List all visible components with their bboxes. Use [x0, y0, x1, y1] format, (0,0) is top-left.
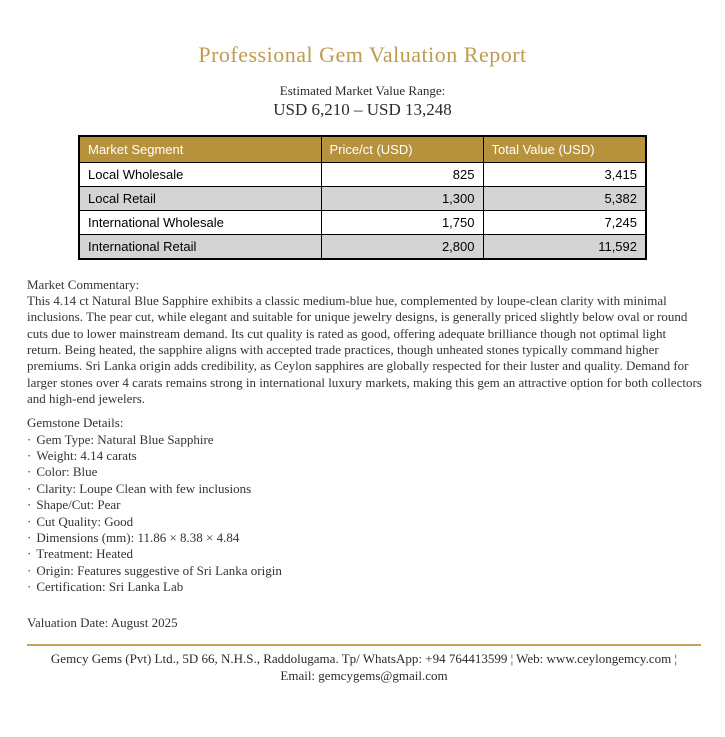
segment-cell: International Wholesale — [79, 210, 321, 234]
bullet-icon: · — [27, 497, 32, 513]
detail-item-cut-quality — [27, 514, 700, 530]
table-row — [79, 234, 646, 259]
bullet-icon: · — [27, 447, 32, 463]
column-header-price-per-ct: Price/ct (USD) — [321, 136, 483, 163]
total-cell: 3,415 — [483, 162, 646, 186]
detail-item-clarity — [27, 481, 700, 497]
gemstone-details-label: Gemstone Details: — [27, 415, 124, 431]
bullet-icon: · — [27, 579, 32, 595]
price-cell: 2,800 — [321, 234, 483, 259]
detail-item-treatment — [27, 546, 700, 562]
detail-item-text: Certification: Sri Lanka Lab — [36, 579, 184, 595]
table-row — [79, 210, 646, 234]
bullet-icon: · — [27, 464, 32, 480]
column-header-market-segment: Market Segment — [79, 136, 321, 163]
bullet-icon: · — [27, 513, 32, 529]
segment-cell: International Retail — [79, 234, 321, 259]
market-commentary-text: This 4.14 ct Natural Blue Sapphire exhibits a classic medium-blue hue, complemented by loupe-clean clarity with minimal inclusions. The pear cut, while elegant and suitable for unique jewelry designs, is generally priced slightly below oval or round cuts due to lower mainstream demand. Its cut quality is rated as good, offering adequate brilliance though not optimal light return. Being heated, the sapphire aligns with accepted trade practices, though unheated stones typically command higher premiums. Sri Lanka origin adds credibility, as Ceylon sapphires are globally respected for their luster and quality. Demand for larger stones over 4 carats remains strong in international luxury markets, making this gem an attractive option for both collectors and high-end jewelers. — [27, 293, 702, 406]
total-cell: 5,382 — [483, 186, 646, 210]
bullet-icon: · — [27, 562, 32, 578]
detail-item-text: Weight: 4.14 carats — [36, 447, 137, 463]
total-cell: 11,592 — [483, 234, 646, 259]
footer-divider — [27, 644, 701, 646]
detail-item-color — [27, 464, 700, 480]
segment-cell: Local Retail — [79, 186, 321, 210]
segment-cell: Local Wholesale — [79, 162, 321, 186]
price-cell: 1,750 — [321, 210, 483, 234]
bullet-icon: · — [27, 546, 32, 562]
detail-item-text: Treatment: Heated — [36, 546, 133, 562]
bullet-icon: · — [27, 529, 32, 545]
table-row — [79, 186, 646, 210]
detail-item-text: Gem Type: Natural Blue Sapphire — [36, 431, 214, 447]
market-valuation-table — [78, 135, 647, 260]
estimate-label: Estimated Market Value Range: — [279, 82, 446, 98]
detail-item-text: Dimensions (mm): 11.86 × 8.38 × 4.84 — [36, 529, 240, 545]
footer-email-line: Email: gemcygems@gmail.com — [280, 667, 448, 683]
valuation-date: Valuation Date: August 2025 — [27, 614, 178, 630]
market-commentary-section — [27, 277, 703, 407]
table-header-row — [79, 136, 646, 163]
detail-item-shape-cut — [27, 497, 700, 513]
detail-item-origin — [27, 563, 700, 579]
page-title: Professional Gem Valuation Report — [198, 42, 527, 67]
detail-item-gem-type — [27, 432, 700, 448]
detail-item-certification — [27, 579, 700, 595]
detail-item-weight — [27, 448, 700, 464]
report-footer — [25, 644, 703, 684]
estimate-range-value: USD 6,210 – USD 13,248 — [273, 99, 452, 119]
market-commentary-label: Market Commentary: — [27, 276, 140, 292]
total-cell: 7,245 — [483, 210, 646, 234]
detail-item-text: Color: Blue — [36, 464, 98, 480]
bullet-icon: · — [27, 480, 32, 496]
detail-item-text: Shape/Cut: Pear — [36, 497, 121, 513]
detail-item-text: Clarity: Loupe Clean with few inclusions — [36, 480, 252, 496]
table-row — [79, 162, 646, 186]
column-header-total-value: Total Value (USD) — [483, 136, 646, 163]
detail-item-dimensions — [27, 530, 700, 546]
price-cell: 825 — [321, 162, 483, 186]
gemstone-details-section — [27, 415, 700, 595]
price-cell: 1,300 — [321, 186, 483, 210]
bullet-icon: · — [27, 431, 32, 447]
detail-item-text: Cut Quality: Good — [36, 513, 134, 529]
footer-contact-line: Gemcy Gems (Pvt) Ltd., 5D 66, N.H.S., Raddolugama. Tp/ WhatsApp: +94 764413599 ¦ Web: www.ceylongemcy.com ¦ — [50, 651, 678, 666]
detail-item-text: Origin: Features suggestive of Sri Lanka origin — [36, 562, 282, 578]
